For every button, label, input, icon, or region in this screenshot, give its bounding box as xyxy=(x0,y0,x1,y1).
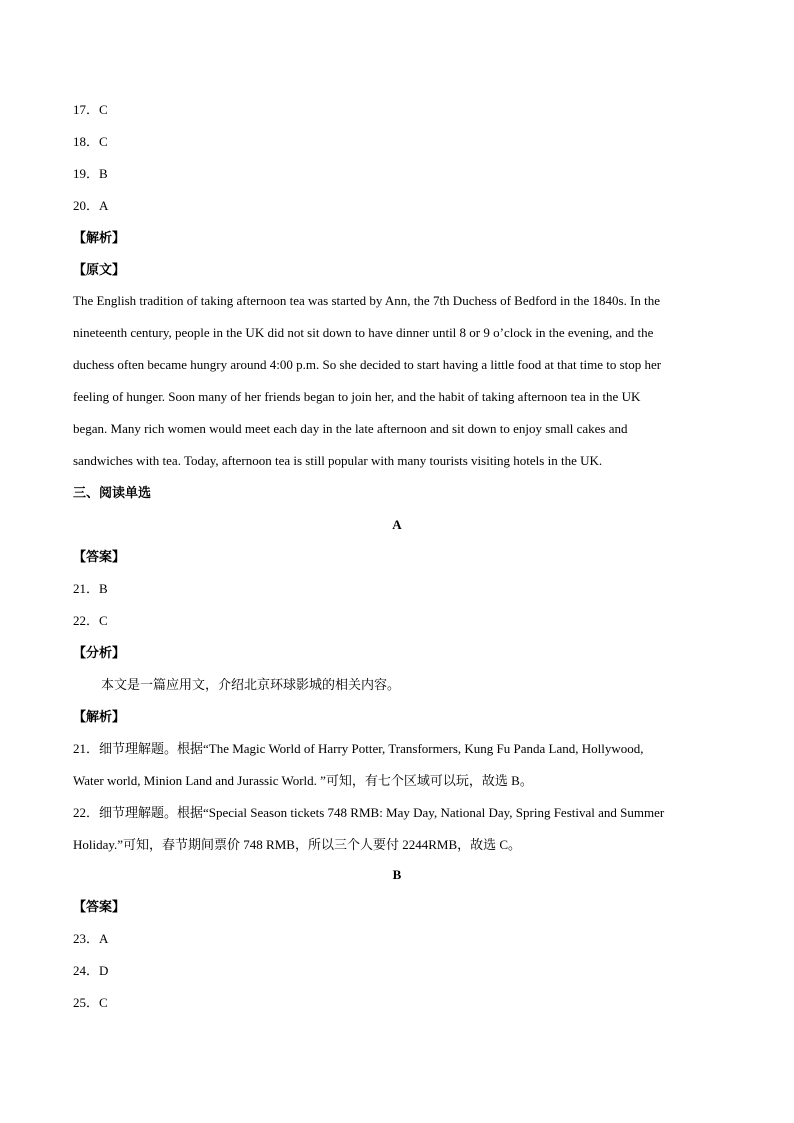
transcript-line-1: The English tradition of taking afternoon tea was started by Ann, the 7th Duchess of Bedford in the 1840s. In the xyxy=(73,293,661,308)
answer-21: 21．B xyxy=(73,581,108,596)
section-heading: 三、阅读单选 xyxy=(73,485,152,500)
passage-a-heading: A xyxy=(392,517,402,532)
q21-explanation-line-2: Water world, Minion Land and Jurassic World. ”可知，有七个区域可以玩，故选 B。 xyxy=(73,773,533,788)
transcript-line-5: began. Many rich women would meet each day in the late afternoon and sit down to enjoy small cakes and xyxy=(73,421,628,436)
answer-17: 17．C xyxy=(73,102,108,117)
answer-25: 25．C xyxy=(73,995,108,1010)
answer-18: 18．C xyxy=(73,134,108,149)
q22-explanation-line-2: Holiday.”可知，春节期间票价 748 RMB，所以三个人要付 2244RMB，故选 C。 xyxy=(73,837,522,852)
answer-24: 24．D xyxy=(73,963,109,978)
passage-b-answer-label: 【答案】 xyxy=(73,899,126,914)
answer-19: 19．B xyxy=(73,166,108,181)
passage-a-analysis-label: 【分析】 xyxy=(73,645,126,660)
transcript-line-6: sandwiches with tea. Today, afternoon tea is still popular with many tourists visiting hotels in the UK. xyxy=(73,453,603,468)
passage-a-jiexi-label: 【解析】 xyxy=(73,709,126,724)
q21-explanation-line-1: 21．细节理解题。根据“The Magic World of Harry Potter, Transformers, Kung Fu Panda Land, Hollywood, xyxy=(73,741,644,756)
passage-b-heading: B xyxy=(392,867,402,882)
yuanwen-label: 【原文】 xyxy=(73,262,126,277)
jiexi-label: 【解析】 xyxy=(73,230,126,245)
answer-20: 20．A xyxy=(73,198,109,213)
answer-23: 23．A xyxy=(73,931,109,946)
transcript-line-2: nineteenth century, people in the UK did not sit down to have dinner until 8 or 9 o’clock in the evening, and the xyxy=(73,325,654,340)
passage-a-analysis-text: 本文是一篇应用文，介绍北京环球影城的相关内容。 xyxy=(101,677,401,692)
transcript-line-4: feeling of hunger. Soon many of her friends began to join her, and the habit of taking afternoon tea in the UK xyxy=(73,389,641,404)
passage-a-answer-label: 【答案】 xyxy=(73,549,126,564)
transcript-line-3: duchess often became hungry around 4:00 p.m. So she decided to start having a little food at that time to stop her xyxy=(73,357,662,372)
q22-explanation-line-1: 22．细节理解题。根据“Special Season tickets 748 RMB: May Day, National Day, Spring Festival and Summer xyxy=(73,805,665,820)
answer-22: 22．C xyxy=(73,613,108,628)
